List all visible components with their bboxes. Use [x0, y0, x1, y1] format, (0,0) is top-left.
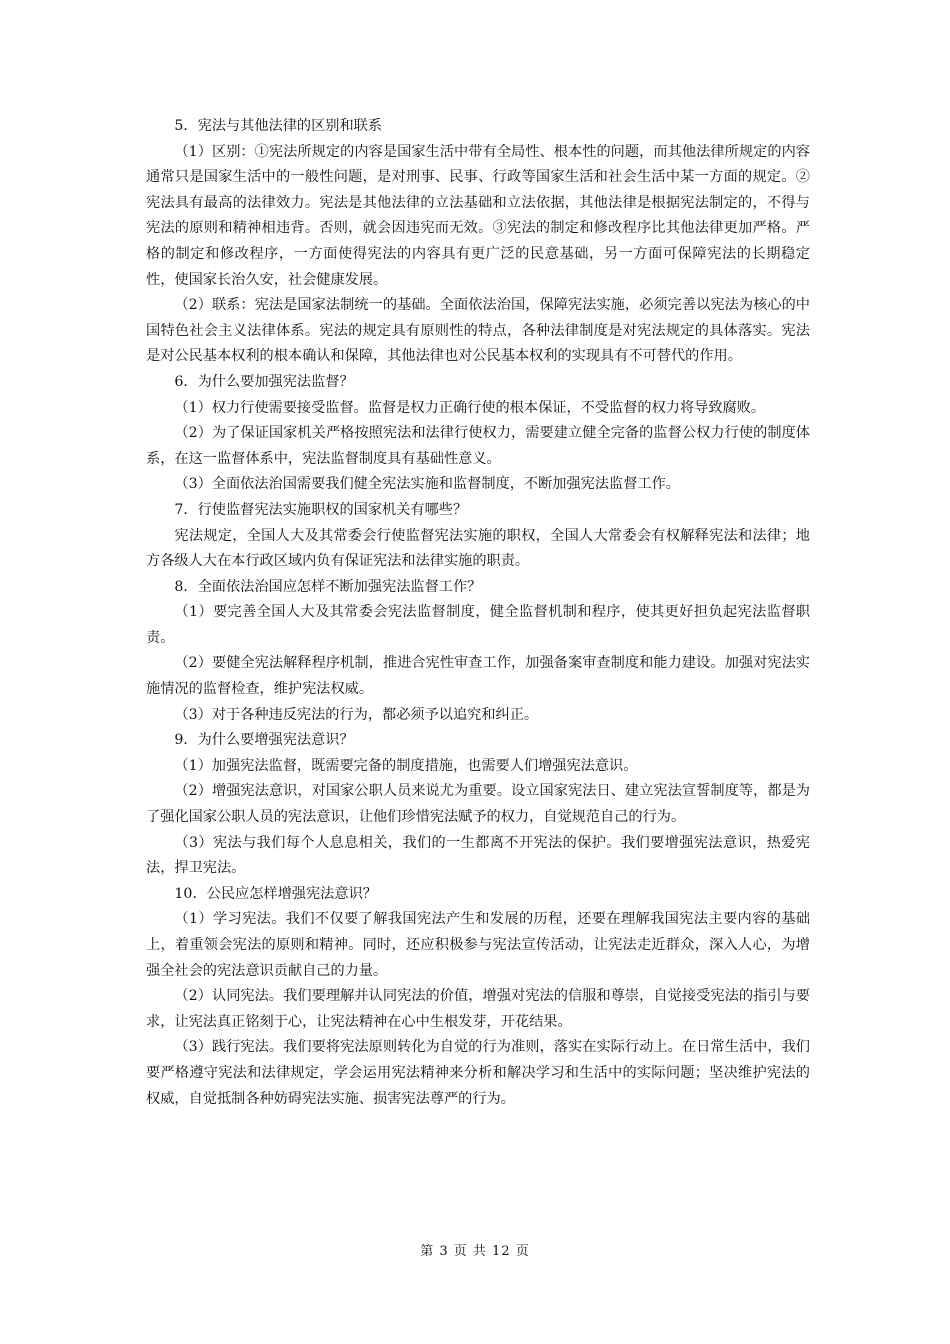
- section-10-heading: 10．公民应怎样增强宪法意识？: [174, 885, 377, 902]
- section-7-heading: 7．行使监督宪法实施职权的国家机关有哪些？: [174, 501, 468, 518]
- section-10-paragraph-2: （2）认同宪法。我们要理解并认同宪法的价值，增强对宪法的信服和尊崇，自觉接受宪法的指引与要求，让宪法真正铭刻于心，让宪法精神在心中生根发芽，开花结果。: [146, 988, 810, 1030]
- section-8-paragraph-2: （2）要健全宪法解释程序机制，推进合宪性审查工作，加强备案审查制度和能力建设。加强对宪法实施情况的监督检查，维护宪法权威。: [146, 655, 810, 698]
- section-6-paragraph-2: （2）为了保证国家机关严格按照宪法和法律行使权力，需要建立健全完备的监督公权力行使的制度体系，在这一监督体系中，宪法监督制度具有基础性意义。: [146, 425, 810, 467]
- section-9-paragraph-1: （1）加强宪法监督，既需要完备的制度措施，也需要人们增强宪法意识。: [174, 757, 638, 774]
- section-9-heading: 9．为什么要增强宪法意识？: [174, 732, 354, 749]
- section-8-heading: 8．全面依法治国应怎样不断加强宪法监督工作？: [174, 578, 482, 595]
- section-9-paragraph-2: （2）增强宪法意识，对国家公职人员来说尤为重要。设立国家宪法日、建立宪法宣誓制度等，都是为了强化国家公职人员的宪法意识，让他们珍惜宪法赋予的权力，自觉规范自己的行为。: [146, 783, 810, 826]
- section-9-paragraph-3: （3）宪法与我们每个人息息相关，我们的一生都离不开宪法的保护。我们要增强宪法意识，热爱宪法，捍卫宪法。: [146, 834, 810, 877]
- section-8-paragraph-1: （1）要完善全国人大及其常委会宪法监督制度，健全监督机制和程序，使其更好担负起宪法监督职责。: [146, 604, 810, 646]
- section-10-paragraph-1: （1）学习宪法。我们不仅要了解我国宪法产生和发展的历程，还要在理解我国宪法主要内容的基础上，着重领会宪法的原则和精神。同时，还应积极参与宪法宣传活动，让宪法走近群众，深入人心，为增强全社会的宪法意识贡献自己的力量。: [146, 911, 810, 979]
- section-8-paragraph-3: （3）对于各种违反宪法的行为，都必须予以追究和纠正。: [174, 706, 539, 723]
- page-number-footer: 第 3 页 共 12 页: [420, 1244, 530, 1259]
- section-6-paragraph-3: （3）全面依法治国需要我们健全宪法实施和监督制度，不断加强宪法监督工作。: [174, 476, 680, 493]
- section-6-heading: 6．为什么要加强宪法监督？: [174, 373, 354, 390]
- section-6-paragraph-1: （1）权力行使需要接受监督。监督是权力正确行使的根本保证，不受监督的权力将导致腐败。: [174, 399, 766, 416]
- section-5-paragraph-2: （2）联系：宪法是国家法制统一的基础。全面依法治国，保障宪法实施，必须完善以宪法为核心的中国特色社会主义法律体系。宪法的规定具有原则性的特点，各种法律制度是对宪法规定的具体落实。宪法是对公民基本权利的根本确认和保障，其他法律也对公民基本权利的实现具有不可替代的作用。: [146, 297, 810, 365]
- document-body: [146, 114, 810, 1112]
- section-5-heading: 5．宪法与其他法律的区别和联系: [174, 118, 383, 134]
- section-7-paragraph-1: 宪法规定，全国人大及其常委会行使监督宪法实施的职权，全国人大常委会有权解释宪法和法律；地方各级人大在本行政区域内负有保证宪法和法律实施的职责。: [146, 527, 810, 570]
- section-10-paragraph-3: （3）践行宪法。我们要将宪法原则转化为自觉的行为准则，落实在实际行动上。在日常生活中，我们要严格遵守宪法和法律规定，学会运用宪法精神来分析和解决学习和生活中的实际问题；坚决维护宪法的权威，自觉抵制各种妨碍宪法实施、损害宪法尊严的行为。: [146, 1039, 810, 1107]
- section-5-paragraph-1: （1）区别：①宪法所规定的内容是国家生活中带有全局性、根本性的问题，而其他法律所规定的内容通常只是国家生活中的一般性问题，是对刑事、民事、行政等国家生活和社会生活中某一方面的规定。②宪法具有最高的法律效力。宪法是其他法律的立法基础和立法依据，其他法律是根据宪法制定的，不得与宪法的原则和精神相违背。否则，就会因违宪而无效。③宪法的制定和修改程序比其他法律更加严格。严格的制定和修改程序，一方面使得宪法的内容具有更广泛的民意基础，另一方面可保障宪法的长期稳定性，使国家长治久安，社会健康发展。: [146, 143, 810, 288]
